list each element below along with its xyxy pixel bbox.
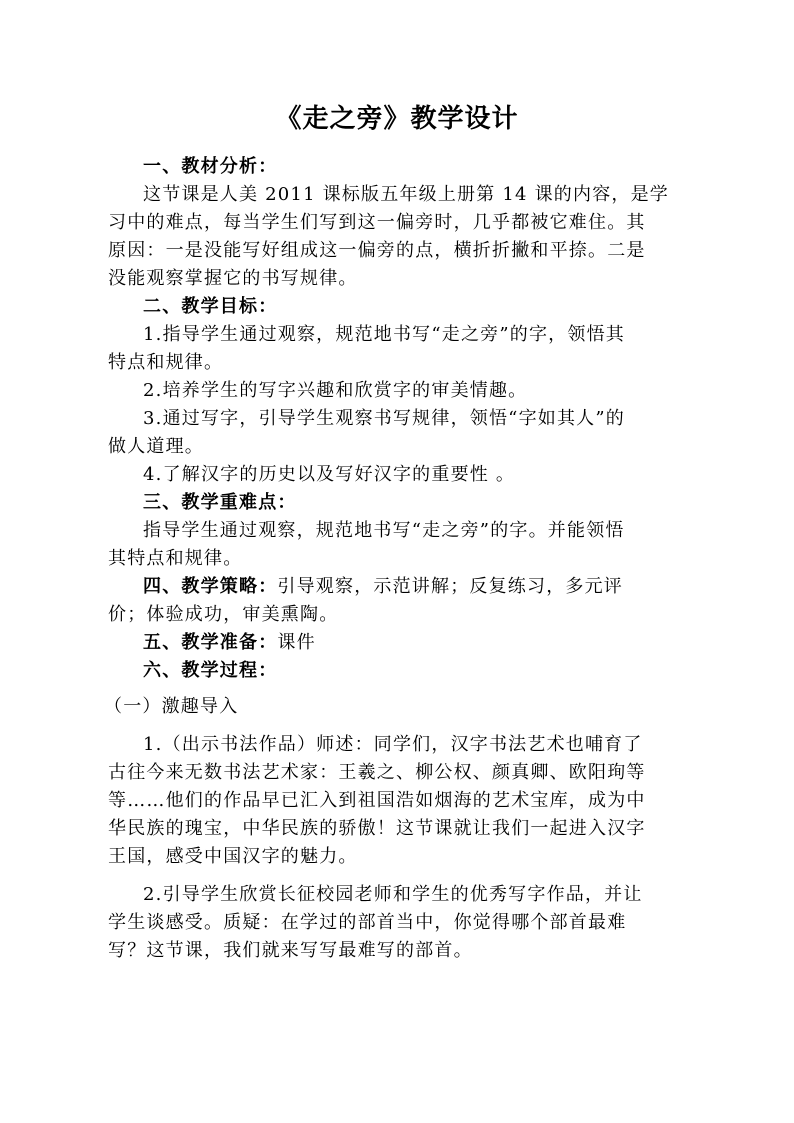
paragraph-line: 等……他们的作品早已汇入到祖国浩如烟海的艺术宝库，成为中	[108, 790, 646, 811]
objective-line: 特点和规律。	[108, 352, 224, 373]
paragraph-line: 没能观察掌握它的书写规律。	[108, 268, 358, 289]
paragraph-line: 原因：一是没能写好组成这一偏旁的点，横折折撇和平捺。二是	[108, 240, 646, 261]
paragraph-line: 1.（出示书法作品）师述：同学们，汉字书法艺术也哺育了	[143, 734, 643, 755]
section-heading-teaching-strategy: 四、教学策略：	[143, 576, 278, 597]
paragraph-line: 2.引导学生欣赏长征校园老师和学生的优秀写字作品，并让	[143, 884, 643, 905]
paragraph-line: 学生谈感受。质疑：在学过的部首当中，你觉得哪个部首最难	[108, 912, 627, 933]
objective-line: 1.指导学生通过观察，规范地书写“走之旁”的字，领悟其	[143, 324, 625, 345]
paragraph-line: 华民族的瑰宝，中华民族的骄傲！这节课就让我们一起进入汉字	[108, 818, 646, 839]
section-heading-teaching-objectives: 二、教学目标：	[143, 296, 278, 317]
paragraph-line: 古往今来无数书法艺术家：王羲之、柳公权、颜真卿、欧阳珣等	[108, 762, 646, 783]
section-heading-teaching-process: 六、教学过程：	[143, 660, 278, 681]
subsection-heading: （一）激趣导入	[104, 696, 239, 717]
objective-line: 3.通过写字，引导学生观察书写规律，领悟“字如其人”的	[143, 408, 625, 429]
strategy-text: 引导观察，示范讲解；反复练习，多元评	[277, 576, 624, 597]
strategy-line: 价；体验成功，审美熏陶。	[108, 604, 339, 625]
section-heading-key-difficulties: 三、教学重难点：	[143, 492, 297, 513]
objective-line: 做人道理。	[108, 436, 204, 457]
section-heading-teaching-preparation: 五、教学准备：	[143, 632, 278, 653]
paragraph-line: 其特点和规律。	[108, 548, 243, 569]
paragraph-line: 习中的难点，每当学生们写到这一偏旁时，几乎都被它难住。其	[108, 212, 646, 233]
paragraph-line: 写？这节课，我们就来写写最难写的部首。	[108, 940, 473, 961]
paragraph-line: 指导学生通过观察，规范地书写“走之旁”的字。并能领悟	[143, 520, 625, 541]
paragraph-line: 这节课是人美 2011 课标版五年级上册第 14 课的内容，是学	[143, 184, 669, 205]
paragraph-line: 王国，感受中国汉字的魅力。	[108, 846, 358, 867]
document-title: 《走之旁》教学设计	[275, 104, 519, 134]
section-heading-textbook-analysis: 一、教材分析：	[143, 156, 278, 177]
objective-line: 2.培养学生的写字兴趣和欣赏字的审美情趣。	[143, 380, 528, 401]
objective-line: 4.了解汉字的历史以及写好汉字的重要性 。	[143, 464, 516, 485]
preparation-text: 课件	[277, 632, 316, 653]
